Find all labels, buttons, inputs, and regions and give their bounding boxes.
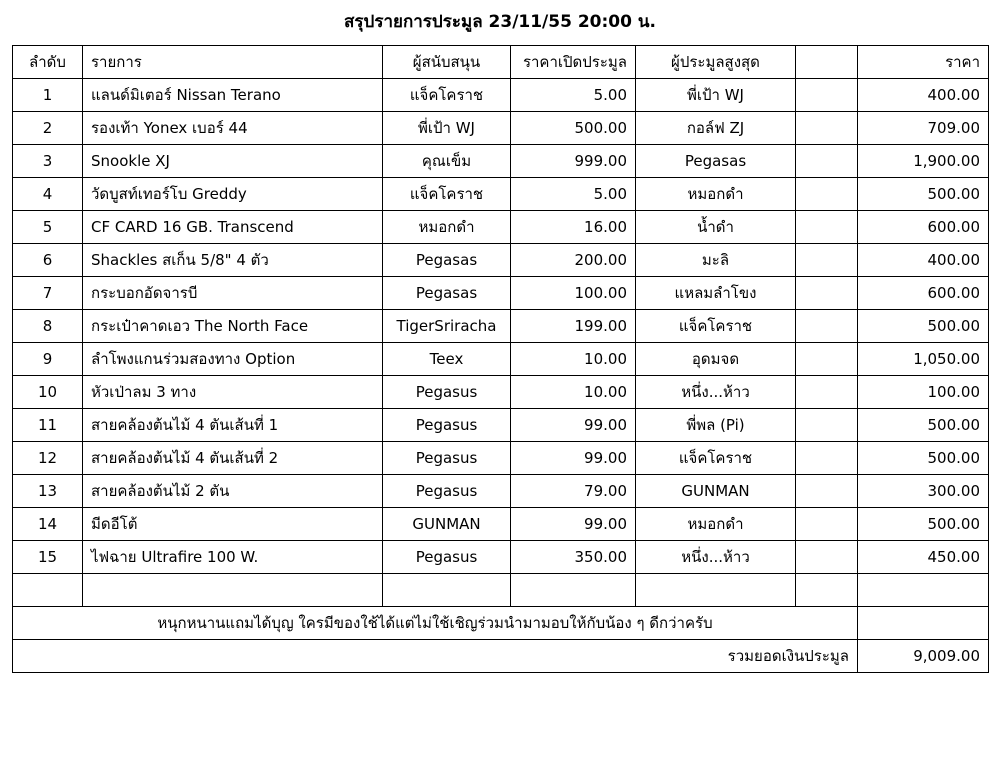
cell-sponsor: Pegasas <box>383 244 511 277</box>
cell-item: กระเป๋าคาดเอว The North Face <box>83 310 383 343</box>
cell-no: 7 <box>13 277 83 310</box>
cell-price: 500.00 <box>858 310 989 343</box>
cell-open-price: 350.00 <box>511 541 636 574</box>
cell-open-price: 999.00 <box>511 145 636 178</box>
table-row <box>13 145 989 178</box>
cell-gap <box>796 211 858 244</box>
cell-empty <box>383 574 511 607</box>
column-header-gap <box>796 46 858 79</box>
cell-price: 709.00 <box>858 112 989 145</box>
cell-item: Snookle XJ <box>83 145 383 178</box>
cell-gap <box>796 442 858 475</box>
cell-top-bidder: หมอกดำ <box>636 178 796 211</box>
cell-gap <box>796 145 858 178</box>
table-row <box>13 409 989 442</box>
cell-sponsor: Pegasus <box>383 442 511 475</box>
cell-price: 500.00 <box>858 508 989 541</box>
column-header-item: รายการ <box>83 46 383 79</box>
cell-no: 9 <box>13 343 83 376</box>
cell-open-price: 199.00 <box>511 310 636 343</box>
cell-no: 13 <box>13 475 83 508</box>
cell-item: วัดบูสท์เทอร์โบ Greddy <box>83 178 383 211</box>
column-header-price: ราคา <box>858 46 989 79</box>
cell-price: 600.00 <box>858 277 989 310</box>
cell-top-bidder: น้ำดำ <box>636 211 796 244</box>
cell-open-price: 16.00 <box>511 211 636 244</box>
cell-no: 10 <box>13 376 83 409</box>
cell-price: 500.00 <box>858 409 989 442</box>
cell-price: 300.00 <box>858 475 989 508</box>
cell-no: 12 <box>13 442 83 475</box>
table-header-row <box>13 46 989 79</box>
cell-gap <box>796 178 858 211</box>
cell-top-bidder: มะลิ <box>636 244 796 277</box>
cell-sponsor: Pegasus <box>383 376 511 409</box>
table-row-empty <box>13 574 989 607</box>
cell-open-price: 500.00 <box>511 112 636 145</box>
table-row <box>13 277 989 310</box>
cell-item: สายคล้องต้นไม้ 2 ตัน <box>83 475 383 508</box>
cell-open-price: 10.00 <box>511 343 636 376</box>
cell-gap <box>796 508 858 541</box>
cell-no: 6 <box>13 244 83 277</box>
cell-price: 1,900.00 <box>858 145 989 178</box>
table-row-note <box>13 607 989 640</box>
cell-gap <box>796 475 858 508</box>
cell-sponsor: พี่เป้า WJ <box>383 112 511 145</box>
cell-gap <box>796 277 858 310</box>
cell-open-price: 200.00 <box>511 244 636 277</box>
cell-open-price: 100.00 <box>511 277 636 310</box>
cell-sponsor: Pegasas <box>383 277 511 310</box>
table-row <box>13 475 989 508</box>
cell-empty <box>83 574 383 607</box>
cell-item: หัวเป่าลม 3 ทาง <box>83 376 383 409</box>
table-row-total <box>13 640 989 673</box>
cell-price: 100.00 <box>858 376 989 409</box>
table-row <box>13 244 989 277</box>
table-row <box>13 376 989 409</box>
cell-price: 400.00 <box>858 79 989 112</box>
cell-top-bidder: แจ็คโคราช <box>636 310 796 343</box>
cell-open-price: 99.00 <box>511 442 636 475</box>
cell-price: 450.00 <box>858 541 989 574</box>
table-row <box>13 112 989 145</box>
cell-top-bidder: พี่เป้า WJ <box>636 79 796 112</box>
cell-item: สายคล้องต้นไม้ 4 ตันเส้นที่ 1 <box>83 409 383 442</box>
cell-sponsor: Pegasus <box>383 475 511 508</box>
cell-item: มีดอีโต้ <box>83 508 383 541</box>
cell-top-bidder: แหลมลำโขง <box>636 277 796 310</box>
cell-price: 500.00 <box>858 178 989 211</box>
cell-sponsor: Pegasus <box>383 409 511 442</box>
cell-price: 600.00 <box>858 211 989 244</box>
cell-gap <box>796 310 858 343</box>
cell-open-price: 5.00 <box>511 79 636 112</box>
cell-item: ไฟฉาย Ultrafire 100 W. <box>83 541 383 574</box>
cell-no: 14 <box>13 508 83 541</box>
cell-item: กระบอกอัดจารบี <box>83 277 383 310</box>
cell-empty <box>636 574 796 607</box>
cell-open-price: 10.00 <box>511 376 636 409</box>
cell-no: 2 <box>13 112 83 145</box>
cell-top-bidder: แจ็คโคราช <box>636 442 796 475</box>
cell-gap <box>796 244 858 277</box>
column-header-sponsor: ผู้สนับสนุน <box>383 46 511 79</box>
cell-sponsor: Pegasus <box>383 541 511 574</box>
cell-top-bidder: Pegasas <box>636 145 796 178</box>
cell-item: สายคล้องต้นไม้ 4 ตันเส้นที่ 2 <box>83 442 383 475</box>
cell-item: ลำโพงแกนร่วมสองทาง Option <box>83 343 383 376</box>
cell-item: รองเท้า Yonex เบอร์ 44 <box>83 112 383 145</box>
column-header-top-bidder: ผู้ประมูลสูงสุด <box>636 46 796 79</box>
cell-gap <box>796 376 858 409</box>
cell-empty <box>858 574 989 607</box>
cell-gap <box>796 112 858 145</box>
cell-gap <box>796 541 858 574</box>
cell-no: 5 <box>13 211 83 244</box>
cell-top-bidder: หนึ่ง...ห้าว <box>636 376 796 409</box>
cell-no: 11 <box>13 409 83 442</box>
table-body <box>13 79 989 673</box>
cell-sponsor: แจ็คโคราช <box>383 178 511 211</box>
auction-summary-table <box>12 45 989 673</box>
cell-open-price: 79.00 <box>511 475 636 508</box>
cell-open-price: 99.00 <box>511 409 636 442</box>
cell-gap <box>796 409 858 442</box>
total-label: รวมยอดเงินประมูล <box>13 640 858 673</box>
note-text: หนุกหนานแถมได้บุญ ใครมีของใช้ได้แต่ไม่ใช้เชิญร่วมนำมามอบให้กับน้อง ๆ ดีกว่าครับ <box>13 607 858 640</box>
cell-top-bidder: GUNMAN <box>636 475 796 508</box>
cell-price: 1,050.00 <box>858 343 989 376</box>
cell-gap <box>796 79 858 112</box>
cell-no: 4 <box>13 178 83 211</box>
cell-item: Shackles สเก็น 5/8" 4 ตัว <box>83 244 383 277</box>
page-title: สรุปรายการประมูล 23/11/55 20:00 น. <box>344 12 656 32</box>
cell-empty <box>858 607 989 640</box>
cell-sponsor: GUNMAN <box>383 508 511 541</box>
cell-empty <box>796 574 858 607</box>
cell-price: 400.00 <box>858 244 989 277</box>
cell-price: 500.00 <box>858 442 989 475</box>
cell-open-price: 5.00 <box>511 178 636 211</box>
cell-top-bidder: หมอกดำ <box>636 508 796 541</box>
cell-item: CF CARD 16 GB. Transcend <box>83 211 383 244</box>
table-row <box>13 178 989 211</box>
table-row <box>13 211 989 244</box>
cell-sponsor: Teex <box>383 343 511 376</box>
cell-no: 15 <box>13 541 83 574</box>
cell-sponsor: หมอกดำ <box>383 211 511 244</box>
cell-sponsor: TigerSriracha <box>383 310 511 343</box>
cell-top-bidder: หนึ่ง...ห้าว <box>636 541 796 574</box>
cell-empty <box>511 574 636 607</box>
table-row <box>13 343 989 376</box>
cell-no: 3 <box>13 145 83 178</box>
table-row <box>13 310 989 343</box>
cell-gap <box>796 343 858 376</box>
total-value: 9,009.00 <box>858 640 989 673</box>
column-header-open-price: ราคาเปิดประมูล <box>511 46 636 79</box>
cell-no: 8 <box>13 310 83 343</box>
table-row <box>13 79 989 112</box>
cell-no: 1 <box>13 79 83 112</box>
cell-top-bidder: พี่พล (Pi) <box>636 409 796 442</box>
cell-open-price: 99.00 <box>511 508 636 541</box>
table-row <box>13 541 989 574</box>
cell-empty <box>13 574 83 607</box>
cell-sponsor: คุณเข็ม <box>383 145 511 178</box>
cell-top-bidder: อุดมจด <box>636 343 796 376</box>
cell-top-bidder: กอล์ฟ ZJ <box>636 112 796 145</box>
table-row <box>13 442 989 475</box>
cell-item: แลนด์มิเตอร์ Nissan Terano <box>83 79 383 112</box>
table-header <box>13 46 989 79</box>
cell-sponsor: แจ็คโคราช <box>383 79 511 112</box>
table-row <box>13 508 989 541</box>
column-header-no: ลำดับ <box>13 46 83 79</box>
table-container <box>0 45 1000 673</box>
